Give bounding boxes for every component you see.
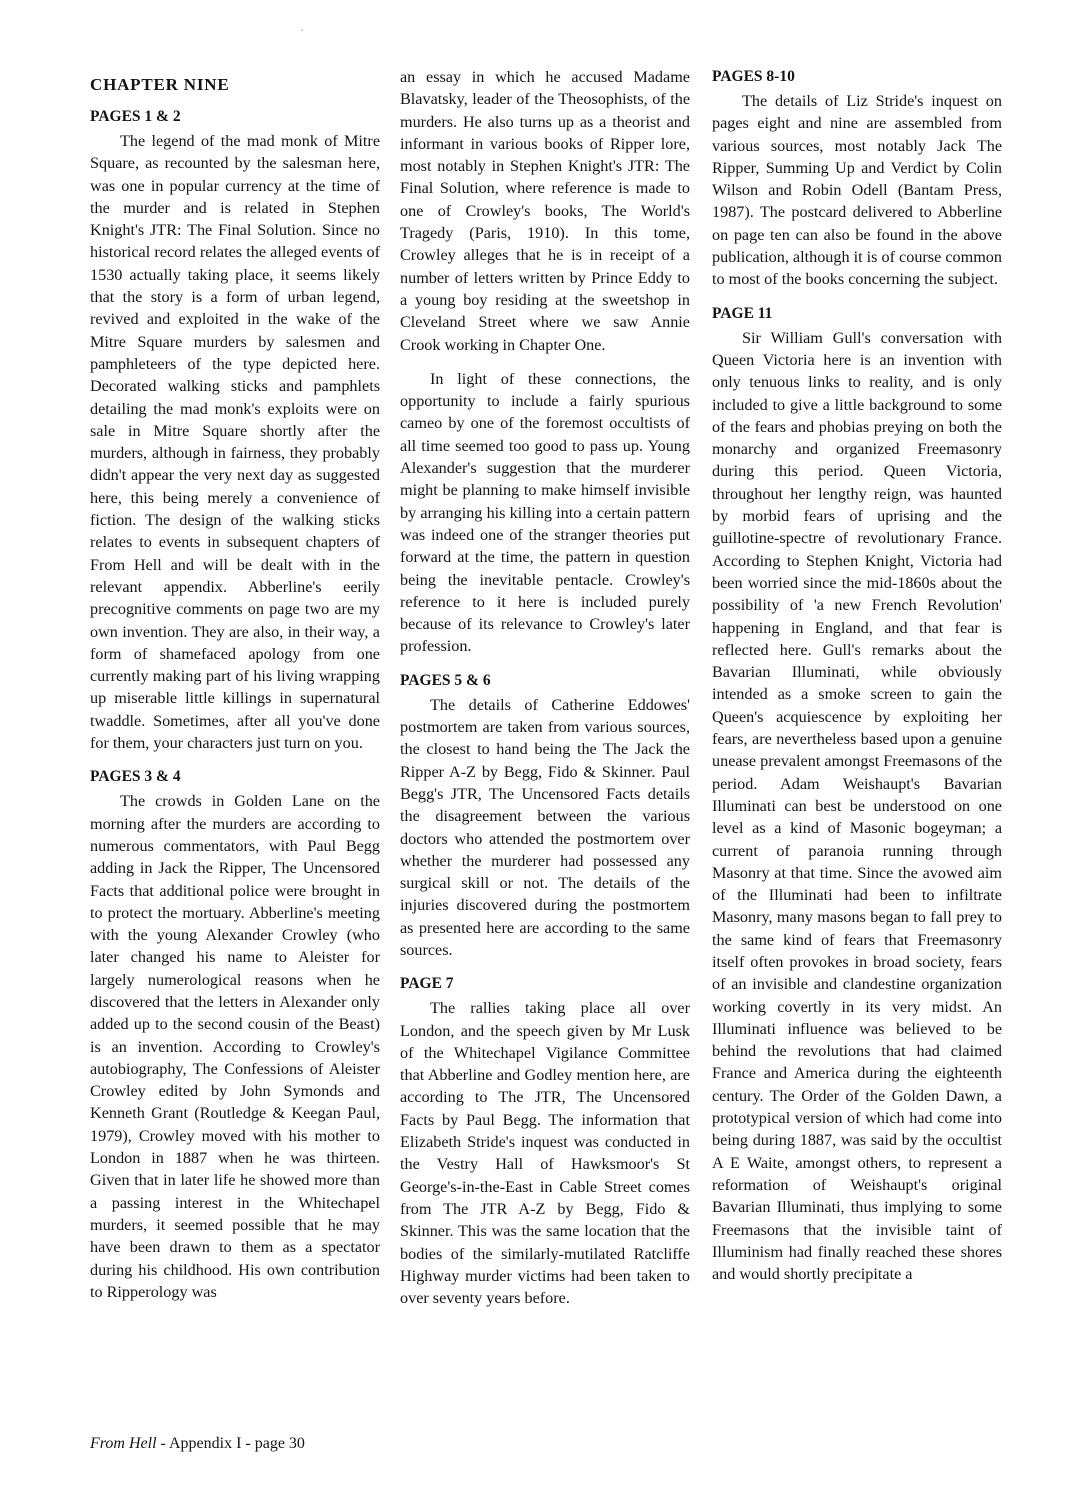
section-heading: PAGES 3 & 4 — [90, 768, 181, 786]
page-footer — [90, 1434, 305, 1454]
section-text: The details of Catherine Eddowes' postmortem are taken from various sources, the closest to hand being the The Jack the Ripper A-Z by Begg, Fido & Skinner. Paul Begg's JTR, The Uncensored Facts details the disagreement between the various doctors who attended the postmortem over whether the murderer had possessed any surgical skill or not. The details of the injuries discovered during the postmortem as presented here are according to the same sources. — [400, 695, 690, 959]
scan-speck — [301, 30, 303, 31]
section-text: Sir William Gull's conversation with Queen Victoria here is an invention with only tenuous links to reality, and is only included to give a little background to some of the fears and phobias preying on both the monarchy and organized Freemasonry during this period. Queen Victoria, throughout her lengthy reign, was haunted by morbid fears of uprising and the guillotine-spectre of revolutionary France. According to Stephen Knight, Victoria had been worried since the mid-1860s about the possibility of 'a new French Revolution' happening in England, and that fear is reflected here. Gull's remarks about the Bavarian Illuminati, while obviously intended as a smoke screen to gain the Queen's acquiescence by exploiting her fears, are nevertheless based upon a genuine unease prevalent amongst Freemasons of the period. Adam Weishaupt's Bavarian Illuminati can best be understood on one level as a kind of Masonic bogeyman; a current of paranoia running through Masonry at that time. Since the avowed aim of the Illuminati had been to infiltrate Masonry, many masons began to fall prey to the same kind of fears that Freemasonry itself often provokes in broad society, fears of an invisible and clandestine organization working covertly in its very midst. An Illuminati influence was believed to be behind the revolutions that had claimed France and America during the eighteenth century. The Order of the Golden Dawn, a prototypical version of which had come into being during 1887, was said by the occultist A E Waite, amongst others, to represent a reformation of Weishaupt's original Bavarian Illuminati, thus implying to some Freemasons that the invisible taint of Illuminism had finally reached these shores and would shortly precipitate a — [712, 328, 1002, 1284]
section-text: The legend of the mad monk of Mitre Square, as recounted by the salesman here, was one in popular currency at the time of the murder and is related in Stephen Knight's JTR: The Final Solution. Since no historical record relates the alleged events of 1530 actually taking place, it seems likely that the story is a form of urban legend, revived and exploited in the wake of the Mitre Square murders by salesmen and pamphleteers of the type depicted here. Decorated walking sticks and pamphlets detailing the mad monk's exploits were on sale in Mitre Square shortly after the murders, although in fairness, they probably didn't appear the very next day as suggested here, this being merely a convenience of fiction. The design of the walking sticks relates to events in subsequent chapters of From Hell and will be dealt with in the relevant appendix. Abberline's eerily precognitive comments on page two are my own invention. They are also, in their way, a form of shamefaced apology from one currently making part of his living wrapping up miserable little killings in supernatural twaddle. Sometimes, after all you've done for them, your characters just turn on you. — [90, 132, 380, 753]
section-text: In light of these connections, the opportunity to include a fairly spurious cameo by one of the foremost occultists of all time seemed too good to pass up. Young Alexander's suggestion that the murderer might be planning to make himself invisible by arranging his killing into a certain pattern was indeed one of the stranger theories put forward at the time, the pattern in question being the inevitable pentacle. Crowley's reference to it here is included purely because of its relevance to Crowley's later profession. — [400, 369, 690, 656]
section-heading: PAGES 8-10 — [712, 68, 795, 85]
section-text: The rallies taking place all over London, and the speech given by Mr Lusk of the Whitechapel Vigilance Committee that Abberline and Godley mention here, are according to The JTR, The Uncensored Facts by Paul Begg. The information that Elizabeth Stride's inquest was conducted in the Vestry Hall of Hawksmoor's St George's-in-the-East in Cable Street comes from The JTR A-Z by Begg, Fido & Skinner. This was the same location that the bodies of the similarly-mutilated Ratcliffe Highway murder victims had been taken to over seventy years before. — [400, 999, 690, 1308]
section-text: The crowds in Golden Lane on the morning after the murders are according to numerous commentators, with Paul Begg adding in Jack the Ripper, The Uncensored Facts that additional police were brought in to protect the mortuary. Abberline's meeting with the young Alexander Crowley (who later changed his name to Aleister for largely numerological reasons when he discovered that the letters in Alexander only added up to the second cousin of the Beast) is an invention. According to Crowley's autobiography, The Confessions of Aleister Crowley edited by John Symonds and Kenneth Grant (Routledge & Keegan Paul, 1979), Crowley moved with his mother to London in 1887 when he was thirteen. Given that in later life he showed more than a passing interest in the Whitechapel murders, it seemed possible that he may have been drawn to them as a spectator during his childhood. His own contribution to Ripperology was — [90, 792, 380, 1301]
section-heading: PAGES 1 & 2 — [90, 108, 181, 125]
column-right — [712, 66, 1002, 1285]
footer-title: From Hell — [90, 1435, 157, 1452]
column-left — [90, 66, 380, 1303]
continued-text: an essay in which he accused Madame Blavatsky, leader of the Theosophists, of the murders. He also turns up as a theorist and informant in various books of Ripper lore, most notably in Stephen Knight's JTR: The Final Solution, where reference is made to one of Crowley's books, The World's Tragedy (Paris, 1910). In this tome, Crowley alleges that he is in receipt of a number of letters written by Prince Eddy to a young boy residing at the sweetshop in Cleveland Street where we saw Annie Crook working in Chapter One. — [400, 68, 690, 354]
footer-page-label: - Appendix I - page 30 — [156, 1435, 305, 1452]
chapter-title: CHAPTER NINE — [90, 75, 230, 94]
section-heading: PAGES 5 & 6 — [400, 671, 491, 689]
section-heading: PAGE 11 — [712, 304, 773, 322]
column-middle — [400, 66, 690, 1309]
section-text: The details of Liz Stride's inquest on pages eight and nine are assembled from various sources, most notably Jack The Ripper, Summing Up and Verdict by Colin Wilson and Robin Odell (Bantam Press, 1987). The postcard delivered to Abberline on page ten can also be found in the above publication, although it is of course common to most of the books concerning the subject. — [712, 92, 1002, 289]
section-heading: PAGE 7 — [400, 975, 454, 993]
